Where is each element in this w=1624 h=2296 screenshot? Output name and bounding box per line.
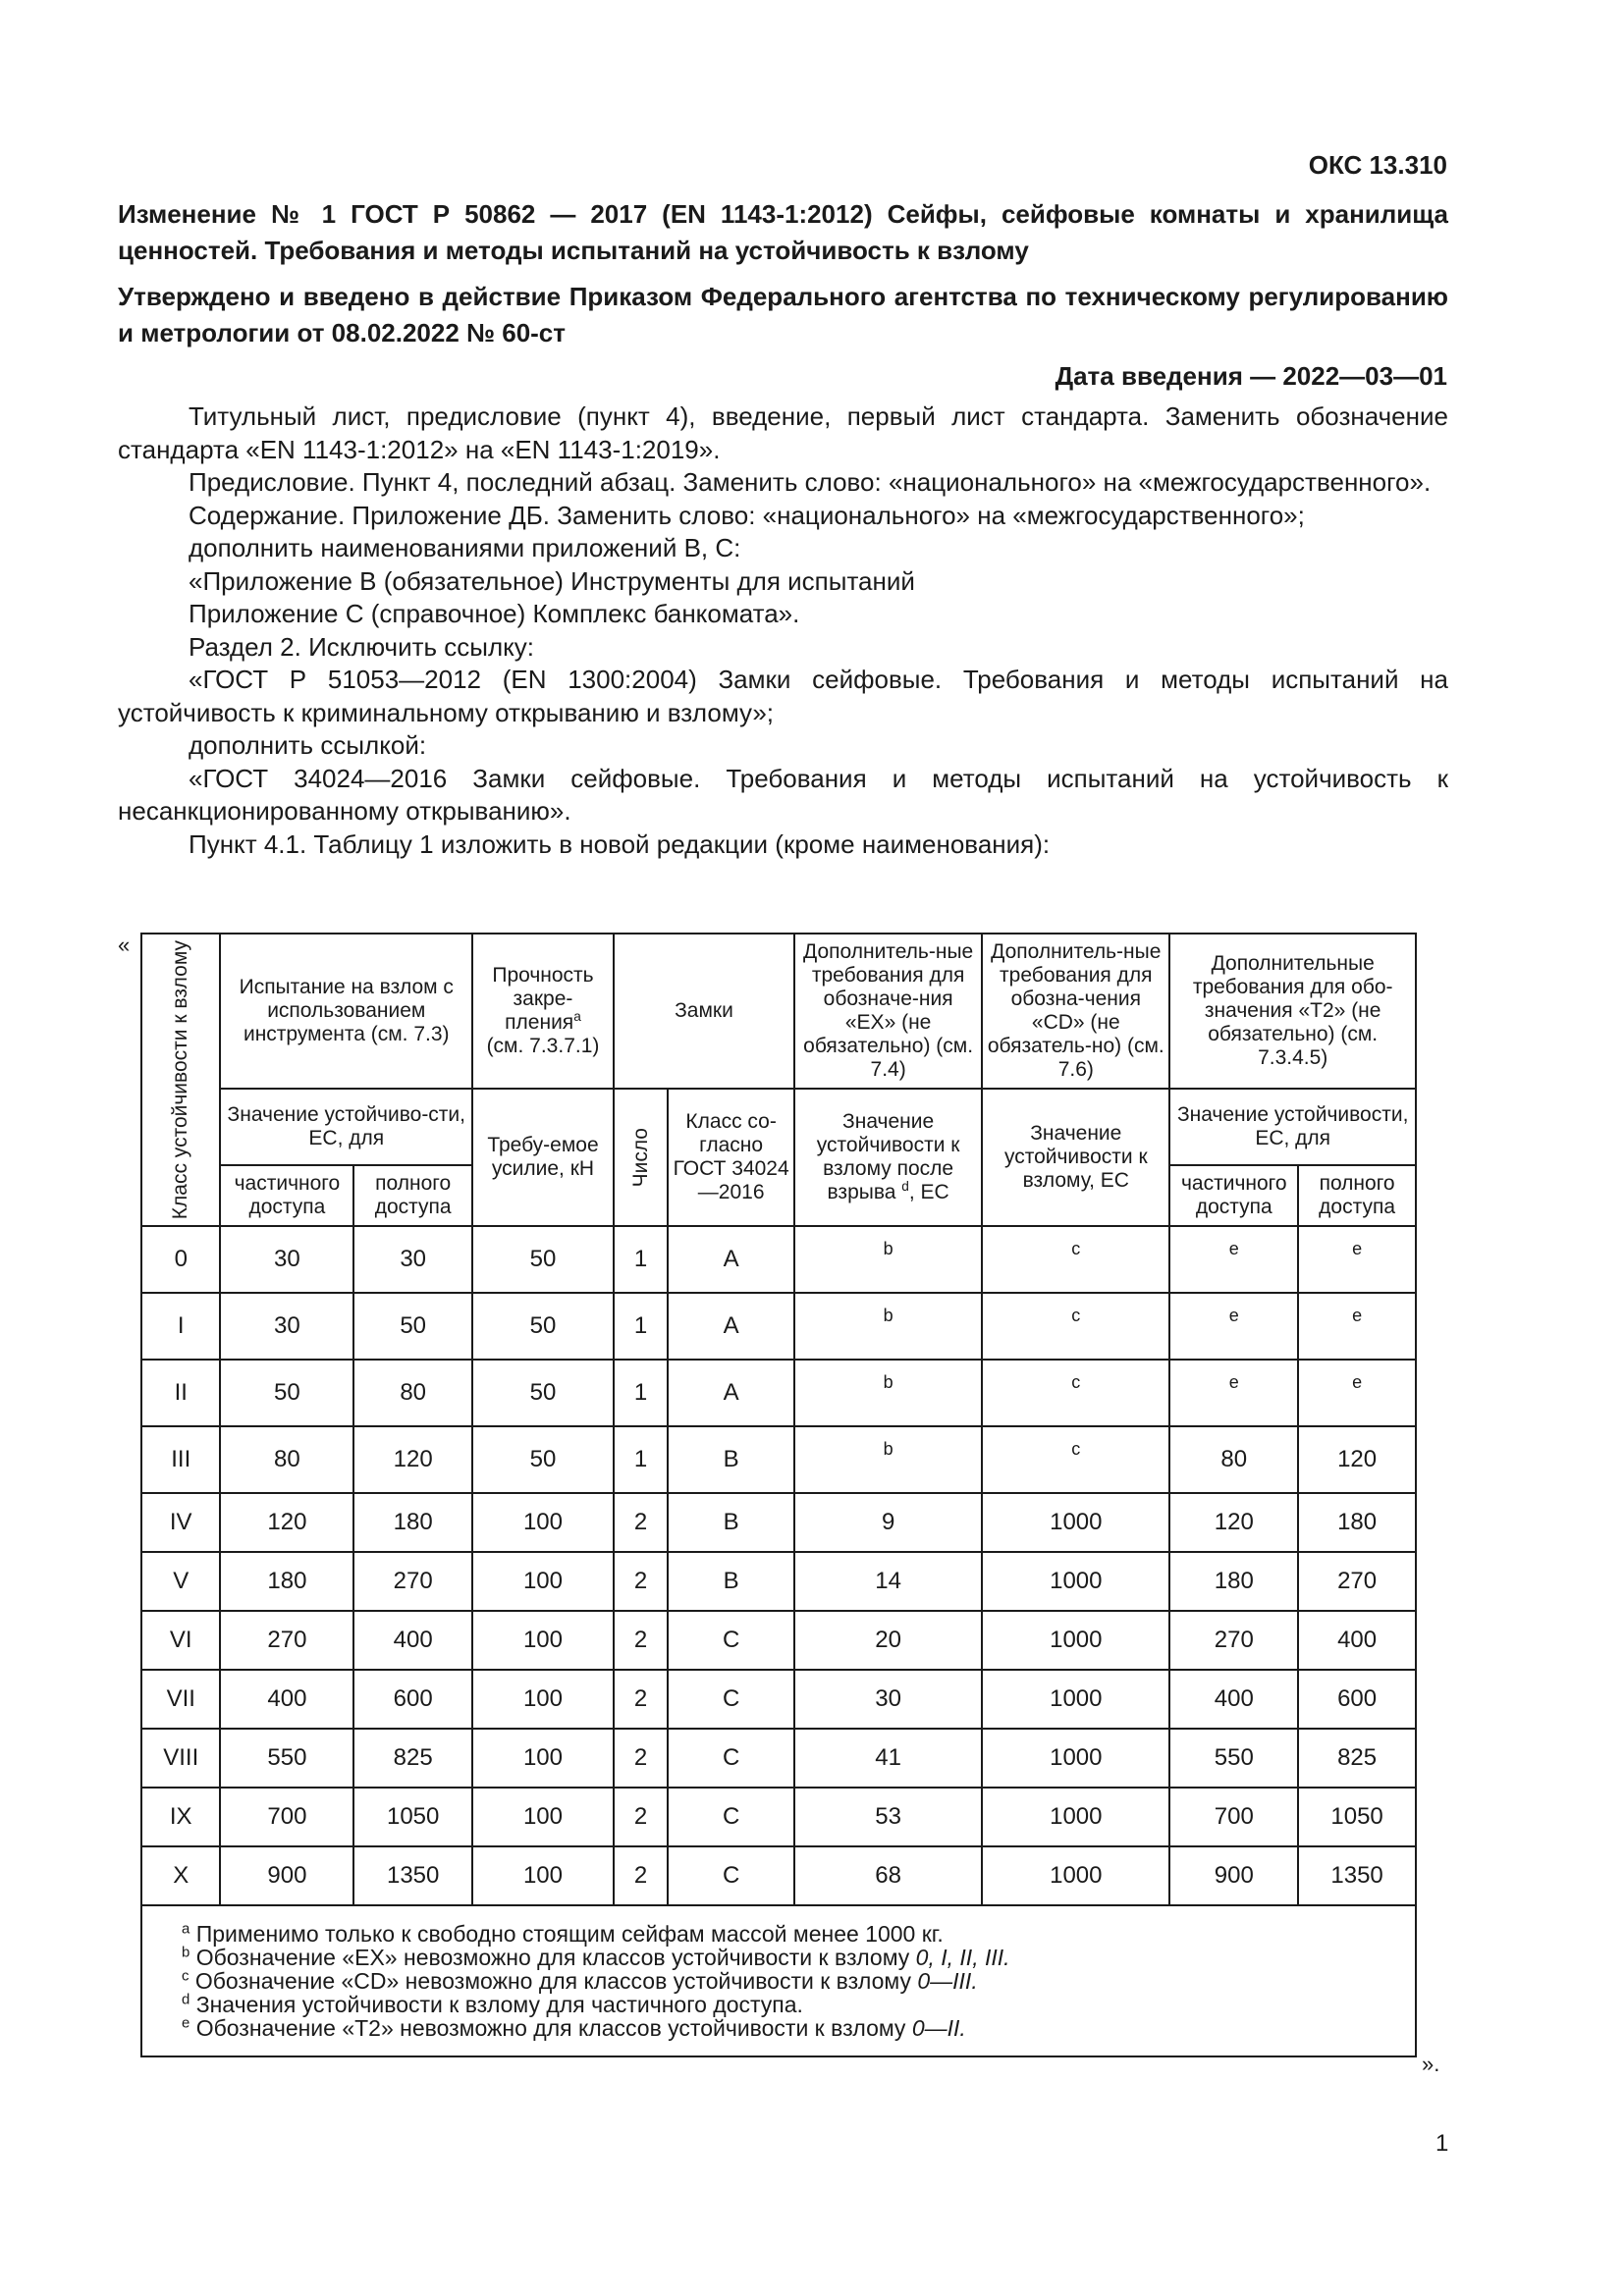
approval-statement: Утверждено и введено в действие Приказом Федерального агентства по техническому регулированию и метрологии от 08.02.2022 № 60-ст xyxy=(118,282,1448,347)
table-cell: X xyxy=(141,1846,220,1905)
table-cell: 1000 xyxy=(982,1552,1169,1611)
amendment-text xyxy=(118,400,1448,861)
table-cell: 270 xyxy=(1169,1611,1298,1670)
table-cell: 1000 xyxy=(982,1729,1169,1788)
table-cell: 2 xyxy=(614,1846,668,1905)
table-cell: 30 xyxy=(794,1670,982,1729)
table-cell: 50 xyxy=(472,1360,614,1426)
table-cell: С xyxy=(668,1670,794,1729)
table-cell: 550 xyxy=(1169,1729,1298,1788)
header-locks: Замки xyxy=(614,934,794,1089)
table-cell: 120 xyxy=(1298,1426,1416,1493)
table-cell: 1000 xyxy=(982,1493,1169,1552)
table-cell: c xyxy=(982,1293,1169,1360)
table-cell: С xyxy=(668,1611,794,1670)
classification-code: ОКС 13.310 xyxy=(1308,150,1447,180)
table-cell: VIII xyxy=(141,1729,220,1788)
table-cell: VI xyxy=(141,1611,220,1670)
table-cell: 2 xyxy=(614,1788,668,1846)
table-row xyxy=(141,1611,1416,1670)
header-strength: Прочность закре-пления$^a$ (см. 7.3.7.1) xyxy=(472,934,614,1089)
table-cell: С xyxy=(668,1788,794,1846)
header-t2-value: Значение устойчивости, ЕС, для xyxy=(1169,1089,1416,1165)
table-cell: c xyxy=(982,1226,1169,1293)
table-cell: 100 xyxy=(472,1493,614,1552)
header-lock-class: Класс со-гласно ГОСТ 34024—2016 xyxy=(668,1089,794,1226)
table-cell: С xyxy=(668,1729,794,1788)
table-cell: III xyxy=(141,1426,220,1493)
table-cell: b xyxy=(794,1360,982,1426)
table-cell: 900 xyxy=(1169,1846,1298,1905)
table-cell: I xyxy=(141,1293,220,1360)
table-cell: e xyxy=(1298,1226,1416,1293)
table-cell: 53 xyxy=(794,1788,982,1846)
table-cell: IX xyxy=(141,1788,220,1846)
table-cell: 120 xyxy=(353,1426,472,1493)
table-cell: IV xyxy=(141,1493,220,1552)
table-cell: 50 xyxy=(220,1360,353,1426)
table-cell: 400 xyxy=(1169,1670,1298,1729)
table-cell: 180 xyxy=(1298,1493,1416,1552)
header-t2: Дополнительные требования для обо-значения «Т2» (не обязательно) (см. 7.3.4.5) xyxy=(1169,934,1416,1089)
table-cell: 100 xyxy=(472,1611,614,1670)
header-full-t2: полного доступа xyxy=(1298,1165,1416,1226)
table-cell: II xyxy=(141,1360,220,1426)
header-count: Число xyxy=(614,1089,668,1226)
table-cell: 900 xyxy=(220,1846,353,1905)
table-cell: В xyxy=(668,1552,794,1611)
paragraph: Титульный лист, предисловие (пункт 4), введение, первый лист стандарта. Заменить обозначение стандарта «EN 1143-1:2012» на «EN 1143-1:2019». xyxy=(118,401,1448,464)
table-cell: 1 xyxy=(614,1360,668,1426)
table-cell: e xyxy=(1298,1293,1416,1360)
table-cell: С xyxy=(668,1846,794,1905)
table-cell: 2 xyxy=(614,1493,668,1552)
table-cell: 120 xyxy=(220,1493,353,1552)
paragraph: Пункт 4.1. Таблицу 1 изложить в новой редакции (кроме наименования): xyxy=(189,828,1051,859)
table-row xyxy=(141,1293,1416,1360)
table-cell: 1350 xyxy=(353,1846,472,1905)
table-cell: В xyxy=(668,1426,794,1493)
resistance-table xyxy=(140,933,1417,2057)
table-cell: 50 xyxy=(472,1226,614,1293)
table-cell: 9 xyxy=(794,1493,982,1552)
header-full: полного доступа xyxy=(353,1165,472,1226)
note-b: $^b$ Обозначение «ЕХ» невозможно для классов устойчивости к взлому 0, I, II, III. xyxy=(182,1944,1010,1971)
note-c: $^c$ Обозначение «CD» невозможно для классов устойчивости к взлому 0—III. xyxy=(182,1967,978,1995)
table-cell: А xyxy=(668,1293,794,1360)
table-cell: 1000 xyxy=(982,1788,1169,1846)
table-cell: c xyxy=(982,1360,1169,1426)
paragraph: дополнить наименованиями приложений В, С: xyxy=(189,533,741,562)
table-cell: b xyxy=(794,1293,982,1360)
table-cell: 825 xyxy=(1298,1729,1416,1788)
table-cell: 80 xyxy=(1169,1426,1298,1493)
header-tool-value: Значение устойчиво-сти, ЕС, для xyxy=(220,1089,472,1165)
table-row xyxy=(141,1426,1416,1493)
table-cell: А xyxy=(668,1360,794,1426)
table-cell: 1 xyxy=(614,1426,668,1493)
table-row xyxy=(141,1226,1416,1293)
table-cell: 1 xyxy=(614,1293,668,1360)
table-cell: 30 xyxy=(220,1226,353,1293)
table-cell: e xyxy=(1169,1293,1298,1360)
table-cell: 0 xyxy=(141,1226,220,1293)
table-cell: 2 xyxy=(614,1670,668,1729)
table-cell: 400 xyxy=(220,1670,353,1729)
table-cell: 1000 xyxy=(982,1670,1169,1729)
quote-close: ». xyxy=(1422,2052,1440,2076)
table-cell: 1050 xyxy=(1298,1788,1416,1846)
table-cell: 600 xyxy=(353,1670,472,1729)
note-d: $^d$ Значения устойчивости к взлому для частичного доступа. xyxy=(182,1991,803,2018)
table-cell: В xyxy=(668,1493,794,1552)
table-cell: 80 xyxy=(353,1360,472,1426)
table-cell: 100 xyxy=(472,1729,614,1788)
paragraph: Предисловие. Пункт 4, последний абзац. Заменить слово: «национального» на «межгосударственного». xyxy=(189,467,1432,497)
table-row xyxy=(141,1670,1416,1729)
paragraph: «Приложение В (обязательное) Инструменты для испытаний xyxy=(189,565,915,596)
table-cell: b xyxy=(794,1226,982,1293)
header-partial: частичного доступа xyxy=(220,1165,353,1226)
table-cell: 1000 xyxy=(982,1611,1169,1670)
table-cell: 270 xyxy=(220,1611,353,1670)
note-e: $^e$ Обозначение «Т2» невозможно для классов устойчивости к взлому 0—II. xyxy=(182,2014,966,2042)
table-cell: 1000 xyxy=(982,1846,1169,1905)
table-row xyxy=(141,1846,1416,1905)
table-cell: VII xyxy=(141,1670,220,1729)
page-number: 1 xyxy=(1435,2130,1449,2157)
table-cell: 825 xyxy=(353,1729,472,1788)
table-cell: 400 xyxy=(353,1611,472,1670)
table-cell: 400 xyxy=(1298,1611,1416,1670)
table-cell: А xyxy=(668,1226,794,1293)
table-cell: 180 xyxy=(353,1493,472,1552)
table-cell: 100 xyxy=(472,1670,614,1729)
table-cell: 1050 xyxy=(353,1788,472,1846)
table-cell: 50 xyxy=(472,1293,614,1360)
table-body xyxy=(141,1226,1416,1905)
table-row xyxy=(141,1493,1416,1552)
header-ex-value: Значение устойчивости к взлому после взрыва $^d$, ЕС xyxy=(794,1089,982,1226)
header-partial-t2: частичного доступа xyxy=(1169,1165,1298,1226)
table-cell: 180 xyxy=(220,1552,353,1611)
table-cell: 270 xyxy=(1298,1552,1416,1611)
table-cell: 600 xyxy=(1298,1670,1416,1729)
table-cell: 41 xyxy=(794,1729,982,1788)
table-cell: c xyxy=(982,1426,1169,1493)
table-row xyxy=(141,1552,1416,1611)
table-cell: 50 xyxy=(353,1293,472,1360)
table-cell: 100 xyxy=(472,1846,614,1905)
table-cell: 1 xyxy=(614,1226,668,1293)
table-cell: 1350 xyxy=(1298,1846,1416,1905)
table-cell: 2 xyxy=(614,1552,668,1611)
paragraph: Раздел 2. Исключить ссылку: xyxy=(189,631,535,662)
effective-date: Дата введения — 2022—03—01 xyxy=(1055,361,1447,391)
table-cell: e xyxy=(1298,1360,1416,1426)
header-class: Класс устойчивости к взлому xyxy=(141,934,220,1226)
table-cell: e xyxy=(1169,1226,1298,1293)
header-cd: Дополнитель-ные требования для обозна-чения «CD» (не обязатель-но) (см. 7.6) xyxy=(982,934,1169,1089)
paragraph: «ГОСТ Р 51053—2012 (EN 1300:2004) Замки сейфовые. Требования и методы испытаний на устойчивость к криминальному открыванию и взлому»; xyxy=(118,665,1448,727)
table-cell: 550 xyxy=(220,1729,353,1788)
table-cell: 20 xyxy=(794,1611,982,1670)
table-cell: 30 xyxy=(220,1293,353,1360)
paragraph: Приложение С (справочное) Комплекс банкомата». xyxy=(189,599,800,628)
paragraph: дополнить ссылкой: xyxy=(189,730,427,760)
table-cell: 100 xyxy=(472,1552,614,1611)
header-tool-test: Испытание на взлом с использованием инструмента (см. 7.3) xyxy=(220,934,472,1089)
header-cd-value: Значение устойчивости к взлому, ЕС xyxy=(982,1089,1169,1226)
table-cell: V xyxy=(141,1552,220,1611)
table-cell: 700 xyxy=(220,1788,353,1846)
table-row xyxy=(141,1788,1416,1846)
table-cell: 50 xyxy=(472,1426,614,1493)
table-cell: 180 xyxy=(1169,1552,1298,1611)
table-cell: 2 xyxy=(614,1611,668,1670)
table-cell: 30 xyxy=(353,1226,472,1293)
table-row xyxy=(141,1729,1416,1788)
document-title: Изменение № 1 ГОСТ Р 50862 — 2017 (EN 1143-1:2012) Сейфы, сейфовые комнаты и хранилища ценностей. Требования и методы испытаний на устойчивость к взлому xyxy=(118,199,1448,265)
paragraph: «ГОСТ 34024—2016 Замки сейфовые. Требования и методы испытаний на устойчивость к несанкционированному открыванию». xyxy=(118,763,1448,826)
note-a: $^a$ Применимо только к свободно стоящим сейфам массой менее 1000 кг. xyxy=(182,1920,944,1948)
quote-open: « xyxy=(118,933,131,957)
table-cell: 100 xyxy=(472,1788,614,1846)
table-cell: e xyxy=(1169,1360,1298,1426)
table-cell: 270 xyxy=(353,1552,472,1611)
table-cell: 700 xyxy=(1169,1788,1298,1846)
table-cell: 68 xyxy=(794,1846,982,1905)
table-cell: 80 xyxy=(220,1426,353,1493)
paragraph: Содержание. Приложение ДБ. Заменить слово: «национального» на «межгосударственного»; xyxy=(189,500,1305,530)
table-cell: b xyxy=(794,1426,982,1493)
header-force: Требу-емое усилие, кН xyxy=(472,1089,614,1226)
header-ex: Дополнитель-ные требования для обозначе-ния «ЕХ» (не обязательно) (см. 7.4) xyxy=(794,934,982,1089)
table-notes xyxy=(141,1905,1416,2056)
table-cell: 2 xyxy=(614,1729,668,1788)
table-cell: 120 xyxy=(1169,1493,1298,1552)
table-row xyxy=(141,1360,1416,1426)
table-cell: 14 xyxy=(794,1552,982,1611)
